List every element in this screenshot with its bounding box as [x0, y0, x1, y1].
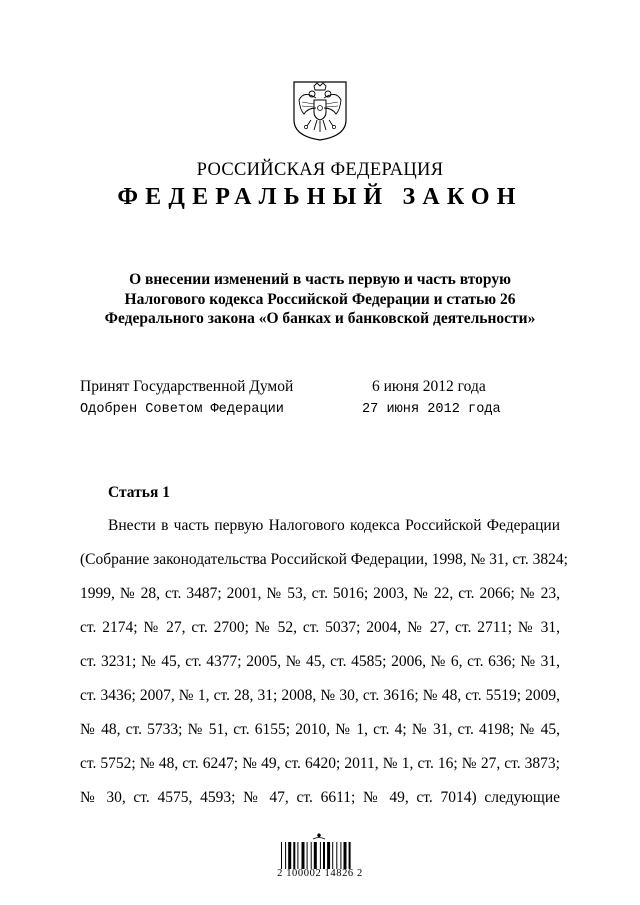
document-type-heading: ФЕДЕРАЛЬНЫЙ ЗАКОН: [117, 184, 523, 210]
article-text-line: ст. 2174; № 27, ст. 2700; № 52, ст. 5037; 2004, № 27, ст. 2711; № 31,: [80, 619, 560, 636]
article-text-line: ст. 3231; № 45, ст. 4377; 2005, № 45, ст. 4585; 2006, № 6, ст. 636; № 31,: [80, 653, 560, 670]
coat-of-arms-emblem: [290, 78, 350, 142]
duma-label: Принят Государственной Думой: [80, 378, 294, 395]
duma-date: 6 июня 2012 года: [372, 378, 486, 395]
article-heading: Статья 1: [108, 484, 170, 501]
article-text-line: № 48, ст. 5733; № 51, ст. 6155; 2010, № 1, ст. 4; № 31, ст. 4198; № 45,: [80, 721, 560, 738]
country-name: РОССИЙСКАЯ ФЕДЕРАЦИЯ: [196, 160, 444, 180]
barcode: [279, 833, 359, 871]
law-title: [80, 270, 560, 329]
article-text-line: (Собрание законодательства Российской Федерации, 1998, № 31, ст. 3824;: [80, 551, 568, 568]
barcode-number: 2 100002 14826 2: [277, 868, 363, 879]
council-date: 27 июня 2012 года: [362, 402, 501, 417]
council-label: Одобрен Советом Федерации: [80, 402, 284, 417]
article-text-line: ст. 3436; 2007, № 1, ст. 28, 31; 2008, № 30, ст. 3616; № 48, ст. 5519; 2009,: [80, 687, 560, 704]
article-text-line: № 30, ст. 4575, 4593; № 47, ст. 6611; № 49, ст. 7014) следующие: [80, 789, 560, 806]
law-title-line: О внесении изменений в часть первую и часть вторую: [129, 271, 511, 288]
law-title-line: Налогового кодекса Российской Федерации и статью 26: [124, 290, 516, 308]
article-text-line: 1999, № 28, ст. 3487; 2001, № 53, ст. 5016; 2003, № 22, ст. 2066; № 23,: [80, 585, 560, 602]
article-text-line: ст. 5752; № 48, ст. 6247; № 49, ст. 6420; 2011, № 1, ст. 16; № 27, ст. 3873;: [80, 755, 560, 772]
article-text-line: Внести в часть первую Налогового кодекса Российской Федерации: [108, 517, 560, 534]
law-title-line: Федерального закона «О банках и банковской деятельности»: [104, 310, 536, 327]
